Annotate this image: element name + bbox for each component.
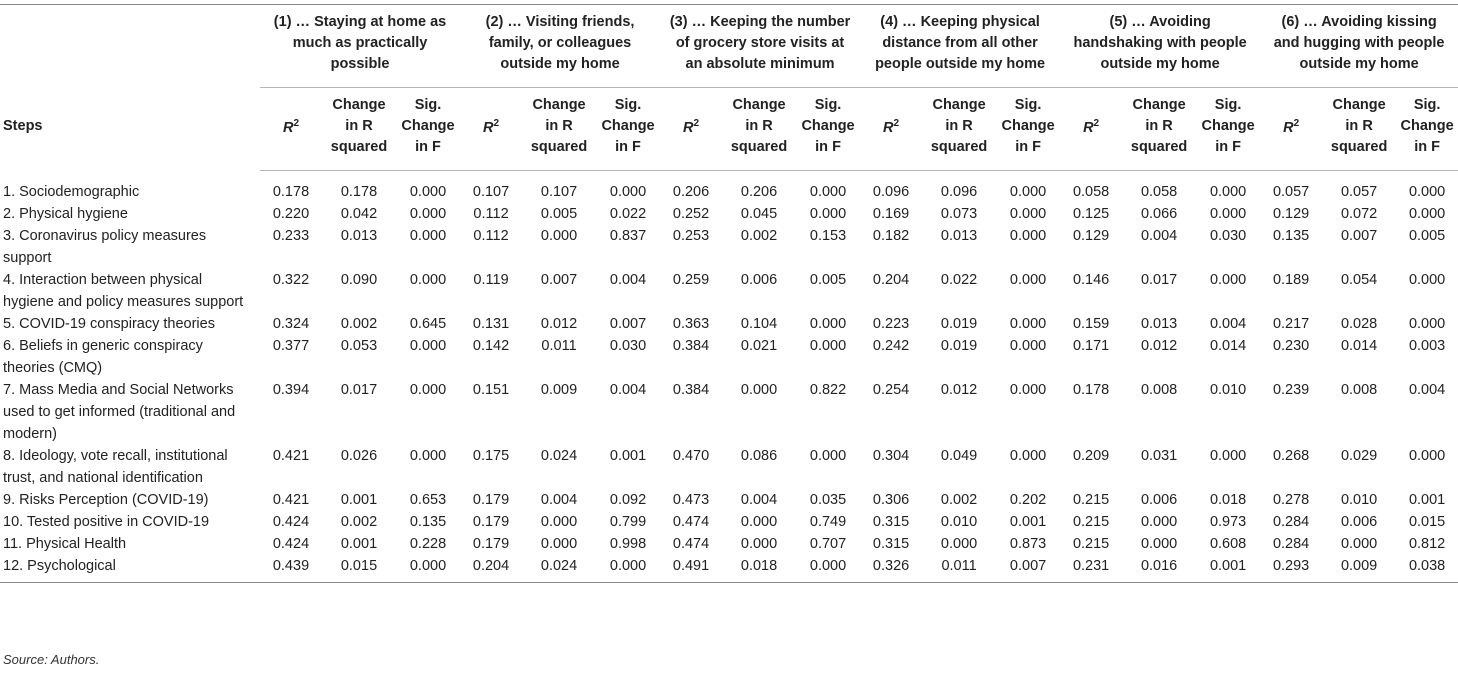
group-header-1	[260, 5, 460, 88]
value-cell: 0.011	[541, 338, 577, 354]
value-cell: 0.021	[740, 338, 778, 354]
value-cell: 0.026	[340, 448, 378, 464]
value-cell: 0.000	[1340, 536, 1378, 552]
table-row	[0, 555, 1458, 583]
value-cell: 0.326	[860, 555, 922, 583]
value-cell: 0.000	[740, 382, 778, 398]
value-cell: 0.000	[1408, 448, 1446, 464]
sig-change-f-header-4: Sig. Change in F	[996, 88, 1060, 171]
value-cell: 0.002	[740, 228, 778, 244]
value-cell: 0.175	[472, 448, 510, 464]
value-cell: 0.000	[809, 448, 847, 464]
value-cell: 0.151	[472, 382, 510, 398]
value-cell: 0.254	[872, 382, 910, 398]
value-cell: 0.000	[409, 272, 447, 288]
value-cell: 0.049	[940, 448, 978, 464]
value-cell: 0.474	[672, 514, 710, 530]
value-cell: 0.837	[609, 228, 647, 244]
group-title-5: (5) … Avoiding handshaking with people outside my home	[1073, 14, 1247, 72]
value-cell: 0.000	[1009, 228, 1047, 244]
value-cell: 0.000	[1009, 338, 1047, 354]
value-cell: 0.002	[940, 492, 978, 508]
step-label: 10. Tested positive in COVID-19	[3, 514, 210, 530]
value-cell: 0.010	[940, 514, 978, 530]
step-label: 6. Beliefs in generic conspiracy theories (CMQ)	[3, 338, 203, 376]
value-cell: 0.057	[1340, 184, 1378, 200]
value-cell: 0.003	[1408, 338, 1446, 354]
value-cell: 0.009	[540, 382, 578, 398]
value-cell: 0.002	[340, 316, 378, 332]
group-header-2	[460, 5, 660, 88]
steps-column-header: Steps	[0, 5, 260, 171]
value-cell: 0.178	[1072, 382, 1110, 398]
value-cell: 0.000	[409, 338, 447, 354]
value-cell: 0.000	[609, 184, 647, 200]
value-cell: 0.018	[722, 555, 796, 583]
value-cell: 0.006	[740, 272, 778, 288]
value-cell: 0.045	[740, 206, 778, 222]
r2-header-4	[860, 88, 922, 171]
group-header-6	[1260, 5, 1458, 88]
value-cell: 0.129	[1272, 206, 1310, 222]
value-cell: 0.000	[940, 536, 978, 552]
r2-base: R	[282, 119, 294, 136]
value-cell: 0.384	[672, 338, 710, 354]
step-label: 8. Ideology, vote recall, institutional trust, and national identification	[3, 448, 228, 486]
value-cell: 0.072	[1340, 206, 1378, 222]
value-cell: 0.017	[340, 382, 378, 398]
value-cell: 0.363	[672, 316, 710, 332]
value-cell: 0.206	[740, 184, 778, 200]
value-cell: 0.000	[540, 536, 578, 552]
sig-change-f-header-3: Sig. Change in F	[796, 88, 860, 171]
value-cell: 0.019	[940, 338, 978, 354]
value-cell: 0.239	[1272, 382, 1310, 398]
value-cell: 0.146	[1072, 272, 1110, 288]
r2-symbol	[283, 120, 299, 136]
value-cell: 0.000	[1009, 184, 1047, 200]
table-row	[0, 225, 1458, 269]
value-cell: 0.030	[1209, 228, 1247, 244]
value-cell: 0.010	[1340, 492, 1378, 508]
value-cell: 0.011	[922, 555, 996, 583]
value-cell: 0.000	[540, 514, 578, 530]
r2-symbol	[1283, 120, 1299, 136]
value-cell: 0.015	[322, 555, 396, 583]
value-cell: 0.253	[672, 228, 710, 244]
value-cell: 0.812	[1408, 536, 1446, 552]
value-cell: 0.315	[872, 514, 910, 530]
change-r-squared-header-4: Change in R squared	[922, 88, 996, 171]
r2-header-3	[660, 88, 722, 171]
change-r-squared-header-6: Change in R squared	[1322, 88, 1396, 171]
step-label: 11. Physical Health	[3, 536, 127, 552]
step-label: 5. COVID-19 conspiracy theories	[3, 316, 215, 332]
value-cell: 0.013	[940, 228, 978, 244]
value-cell: 0.131	[472, 316, 510, 332]
value-cell: 0.006	[1340, 514, 1378, 530]
table-row	[0, 171, 1458, 204]
value-cell: 0.013	[1140, 316, 1178, 332]
group-header-row	[0, 5, 1458, 88]
value-cell: 0.178	[340, 184, 378, 200]
value-cell: 0.384	[672, 382, 710, 398]
value-cell: 0.421	[272, 492, 310, 508]
value-cell: 0.014	[1340, 338, 1378, 354]
value-cell: 0.233	[272, 228, 310, 244]
value-cell: 0.007	[609, 316, 647, 332]
value-cell: 0.096	[940, 184, 978, 200]
value-cell: 0.024	[540, 448, 578, 464]
value-cell: 0.000	[409, 448, 447, 464]
value-cell: 0.030	[609, 338, 647, 354]
value-cell: 0.012	[540, 316, 578, 332]
value-cell: 0.608	[1209, 536, 1247, 552]
value-cell: 0.058	[1072, 184, 1110, 200]
value-cell: 0.013	[340, 228, 378, 244]
value-cell: 0.000	[1009, 448, 1047, 464]
value-cell: 0.135	[409, 514, 447, 530]
value-cell: 0.000	[409, 228, 447, 244]
value-cell: 0.002	[340, 514, 378, 530]
value-cell: 0.004	[740, 492, 778, 508]
value-cell: 0.377	[272, 338, 310, 354]
value-cell: 0.215	[1072, 536, 1110, 552]
value-cell: 0.293	[1260, 555, 1322, 583]
value-cell: 0.035	[809, 492, 847, 508]
value-cell: 0.057	[1272, 184, 1310, 200]
value-cell: 0.001	[1009, 514, 1047, 530]
value-cell: 0.223	[872, 316, 910, 332]
table-row	[0, 335, 1458, 379]
value-cell: 0.001	[609, 448, 647, 464]
value-cell: 0.000	[1408, 316, 1446, 332]
value-cell: 0.019	[940, 316, 978, 332]
value-cell: 0.645	[409, 316, 447, 332]
value-cell: 0.058	[1140, 184, 1178, 200]
value-cell: 0.204	[460, 555, 522, 583]
value-cell: 0.004	[1209, 316, 1247, 332]
group-header-5	[1060, 5, 1260, 88]
value-cell: 0.000	[409, 184, 447, 200]
group-title-1: (1) … Staying at home as much as practically possible	[273, 14, 447, 72]
change-r-squared-header-2: Change in R squared	[522, 88, 596, 171]
value-cell: 0.016	[1122, 555, 1196, 583]
value-cell: 0.012	[940, 382, 978, 398]
value-cell: 0.001	[340, 492, 378, 508]
r2-symbol	[483, 120, 499, 136]
value-cell: 0.470	[672, 448, 710, 464]
step-label: 2. Physical hygiene	[3, 206, 128, 222]
value-cell: 0.324	[272, 316, 310, 332]
value-cell: 0.031	[1140, 448, 1178, 464]
value-cell: 0.873	[1009, 536, 1047, 552]
value-cell: 0.135	[1272, 228, 1310, 244]
value-cell: 0.304	[872, 448, 910, 464]
value-cell: 0.153	[809, 228, 847, 244]
value-cell: 0.000	[396, 555, 460, 583]
r2-base: R	[883, 119, 894, 136]
value-cell: 0.215	[1072, 492, 1110, 508]
value-cell: 0.022	[940, 272, 978, 288]
value-cell: 0.230	[1272, 338, 1310, 354]
table-row	[0, 489, 1458, 511]
value-cell: 0.228	[409, 536, 447, 552]
value-cell: 0.169	[872, 206, 910, 222]
value-cell: 0.012	[1140, 338, 1178, 354]
value-cell: 0.474	[672, 536, 710, 552]
value-cell: 0.004	[609, 272, 647, 288]
table-head	[0, 5, 1458, 171]
value-cell: 0.178	[272, 184, 310, 200]
r2-header-6	[1260, 88, 1322, 171]
value-cell: 0.000	[1408, 206, 1446, 222]
sig-change-f-header-1: Sig. Change in F	[396, 88, 460, 171]
value-cell: 0.439	[260, 555, 322, 583]
value-cell: 0.000	[1408, 272, 1446, 288]
group-header-4	[860, 5, 1060, 88]
value-cell: 0.119	[473, 272, 509, 288]
r2-base: R	[1083, 119, 1094, 136]
value-cell: 0.424	[272, 514, 310, 530]
r2-header-1	[260, 88, 322, 171]
value-cell: 0.005	[809, 272, 847, 288]
value-cell: 0.066	[1140, 206, 1178, 222]
source-note: Source: Authors.	[3, 652, 100, 667]
value-cell: 0.284	[1272, 536, 1310, 552]
group-header-3	[660, 5, 860, 88]
table-row	[0, 269, 1458, 313]
value-cell: 0.206	[672, 184, 710, 200]
value-cell: 0.000	[809, 206, 847, 222]
value-cell: 0.000	[409, 206, 447, 222]
value-cell: 0.000	[1009, 272, 1047, 288]
value-cell: 0.179	[472, 536, 510, 552]
value-cell: 0.000	[596, 555, 660, 583]
value-cell: 0.000	[1140, 514, 1178, 530]
value-cell: 0.306	[872, 492, 910, 508]
value-cell: 0.259	[672, 272, 710, 288]
value-cell: 0.653	[409, 492, 447, 508]
r2-base: R	[483, 119, 494, 136]
value-cell: 0.394	[272, 382, 310, 398]
r2-header-5	[1060, 88, 1122, 171]
value-cell: 0.189	[1272, 272, 1310, 288]
r2-superscript: 2	[1293, 118, 1300, 130]
value-cell: 0.005	[540, 206, 578, 222]
value-cell: 0.000	[796, 555, 860, 583]
value-cell: 0.799	[609, 514, 647, 530]
value-cell: 0.171	[1072, 338, 1110, 354]
sig-change-f-header-6: Sig. Change in F	[1396, 88, 1458, 171]
group-title-2: (2) … Visiting friends, family, or colleagues outside my home	[485, 14, 635, 72]
change-r-squared-header-3: Change in R squared	[722, 88, 796, 171]
group-title-4: (4) … Keeping physical distance from all other people outside my home	[875, 14, 1046, 72]
value-cell: 0.000	[809, 316, 847, 332]
value-cell: 0.473	[672, 492, 710, 508]
value-cell: 0.004	[540, 492, 578, 508]
r2-base: R	[1283, 119, 1294, 136]
value-cell: 0.073	[940, 206, 978, 222]
value-cell: 0.028	[1340, 316, 1378, 332]
value-cell: 0.000	[1408, 184, 1446, 200]
value-cell: 0.182	[872, 228, 910, 244]
value-cell: 0.005	[1408, 228, 1446, 244]
value-cell: 0.000	[740, 514, 778, 530]
value-cell: 0.000	[540, 228, 578, 244]
value-cell: 0.112	[473, 206, 509, 222]
value-cell: 0.008	[1340, 382, 1378, 398]
value-cell: 0.998	[609, 536, 647, 552]
value-cell: 0.252	[672, 206, 710, 222]
value-cell: 0.284	[1272, 514, 1310, 530]
value-cell: 0.822	[809, 382, 847, 398]
value-cell: 0.086	[740, 448, 778, 464]
group-title-6: (6) … Avoiding kissing and hugging with people outside my home	[1273, 14, 1445, 72]
value-cell: 0.000	[809, 184, 847, 200]
value-cell: 0.009	[1322, 555, 1396, 583]
value-cell: 0.278	[1272, 492, 1310, 508]
value-cell: 0.000	[1209, 206, 1247, 222]
value-cell: 0.000	[1209, 184, 1247, 200]
value-cell: 0.749	[809, 514, 847, 530]
value-cell: 0.017	[1140, 272, 1178, 288]
value-cell: 0.001	[1196, 555, 1260, 583]
step-label: 12. Psychological	[0, 555, 260, 583]
step-label: 9. Risks Perception (COVID-19)	[3, 492, 209, 508]
value-cell: 0.179	[472, 492, 510, 508]
r2-superscript: 2	[1093, 118, 1100, 130]
value-cell: 0.001	[340, 536, 378, 552]
change-r-squared-header-5: Change in R squared	[1122, 88, 1196, 171]
value-cell: 0.054	[1340, 272, 1378, 288]
table-row	[0, 445, 1458, 489]
value-cell: 0.315	[872, 536, 910, 552]
value-cell: 0.104	[740, 316, 778, 332]
value-cell: 0.092	[609, 492, 647, 508]
group-title-3: (3) … Keeping the number of grocery store visits at an absolute minimum	[669, 14, 851, 72]
value-cell: 0.000	[1209, 272, 1247, 288]
value-cell: 0.029	[1340, 448, 1378, 464]
r2-symbol	[883, 120, 899, 136]
value-cell: 0.000	[1009, 316, 1047, 332]
sig-change-f-header-5: Sig. Change in F	[1196, 88, 1260, 171]
step-label: 7. Mass Media and Social Networks used to get informed (traditional and modern)	[3, 382, 236, 442]
value-cell: 0.000	[1140, 536, 1178, 552]
value-cell: 0.053	[340, 338, 378, 354]
value-cell: 0.242	[872, 338, 910, 354]
value-cell: 0.022	[609, 206, 647, 222]
value-cell: 0.004	[609, 382, 647, 398]
value-cell: 0.001	[1408, 492, 1446, 508]
table-row	[0, 379, 1458, 445]
value-cell: 0.202	[1009, 492, 1047, 508]
table-body	[0, 171, 1458, 583]
value-cell: 0.129	[1072, 228, 1110, 244]
value-cell: 0.007	[996, 555, 1060, 583]
value-cell: 0.004	[1140, 228, 1178, 244]
value-cell: 0.268	[1272, 448, 1310, 464]
value-cell: 0.107	[472, 184, 510, 200]
value-cell: 0.491	[660, 555, 722, 583]
value-cell: 0.008	[1140, 382, 1178, 398]
value-cell: 0.217	[1272, 316, 1310, 332]
value-cell: 0.014	[1209, 338, 1247, 354]
value-cell: 0.006	[1140, 492, 1178, 508]
value-cell: 0.000	[1009, 382, 1047, 398]
value-cell: 0.204	[872, 272, 910, 288]
value-cell: 0.018	[1209, 492, 1247, 508]
r2-superscript: 2	[493, 118, 500, 130]
value-cell: 0.015	[1408, 514, 1446, 530]
value-cell: 0.007	[1340, 228, 1378, 244]
value-cell: 0.707	[809, 536, 847, 552]
value-cell: 0.424	[272, 536, 310, 552]
value-cell: 0.096	[872, 184, 910, 200]
value-cell: 0.024	[522, 555, 596, 583]
value-cell: 0.004	[1408, 382, 1446, 398]
value-cell: 0.142	[472, 338, 510, 354]
value-cell: 0.209	[1072, 448, 1110, 464]
value-cell: 0.000	[809, 338, 847, 354]
table-row	[0, 511, 1458, 533]
value-cell: 0.000	[409, 382, 447, 398]
r2-header-2	[460, 88, 522, 171]
table-row	[0, 203, 1458, 225]
value-cell: 0.220	[272, 206, 310, 222]
value-cell: 0.000	[740, 536, 778, 552]
value-cell: 0.125	[1072, 206, 1110, 222]
table-row	[0, 533, 1458, 555]
value-cell: 0.042	[340, 206, 378, 222]
regression-results-table	[0, 4, 1458, 583]
value-cell: 0.010	[1209, 382, 1247, 398]
value-cell: 0.000	[1209, 448, 1247, 464]
r2-base: R	[683, 119, 694, 136]
value-cell: 0.973	[1209, 514, 1247, 530]
value-cell: 0.090	[340, 272, 378, 288]
value-cell: 0.007	[540, 272, 578, 288]
r2-symbol	[683, 120, 699, 136]
value-cell: 0.421	[272, 448, 310, 464]
step-label: 4. Interaction between physical hygiene and policy measures support	[3, 272, 244, 310]
value-cell: 0.159	[1072, 316, 1110, 332]
value-cell: 0.215	[1072, 514, 1110, 530]
r2-superscript: 2	[893, 118, 900, 130]
value-cell: 0.179	[472, 514, 510, 530]
table-row	[0, 313, 1458, 335]
value-cell: 0.038	[1396, 555, 1458, 583]
r2-symbol	[1083, 120, 1099, 136]
value-cell: 0.000	[1009, 206, 1047, 222]
r2-superscript: 2	[693, 118, 700, 130]
value-cell: 0.231	[1060, 555, 1122, 583]
value-cell: 0.322	[272, 272, 310, 288]
step-label: 1. Sociodemographic	[3, 183, 140, 200]
sig-change-f-header-2: Sig. Change in F	[596, 88, 660, 171]
step-label: 3. Coronavirus policy measures support	[3, 228, 207, 266]
value-cell: 0.112	[473, 228, 509, 244]
change-r-squared-header-1: Change in R squared	[322, 88, 396, 171]
value-cell: 0.107	[540, 184, 578, 200]
r2-superscript: 2	[293, 118, 300, 130]
